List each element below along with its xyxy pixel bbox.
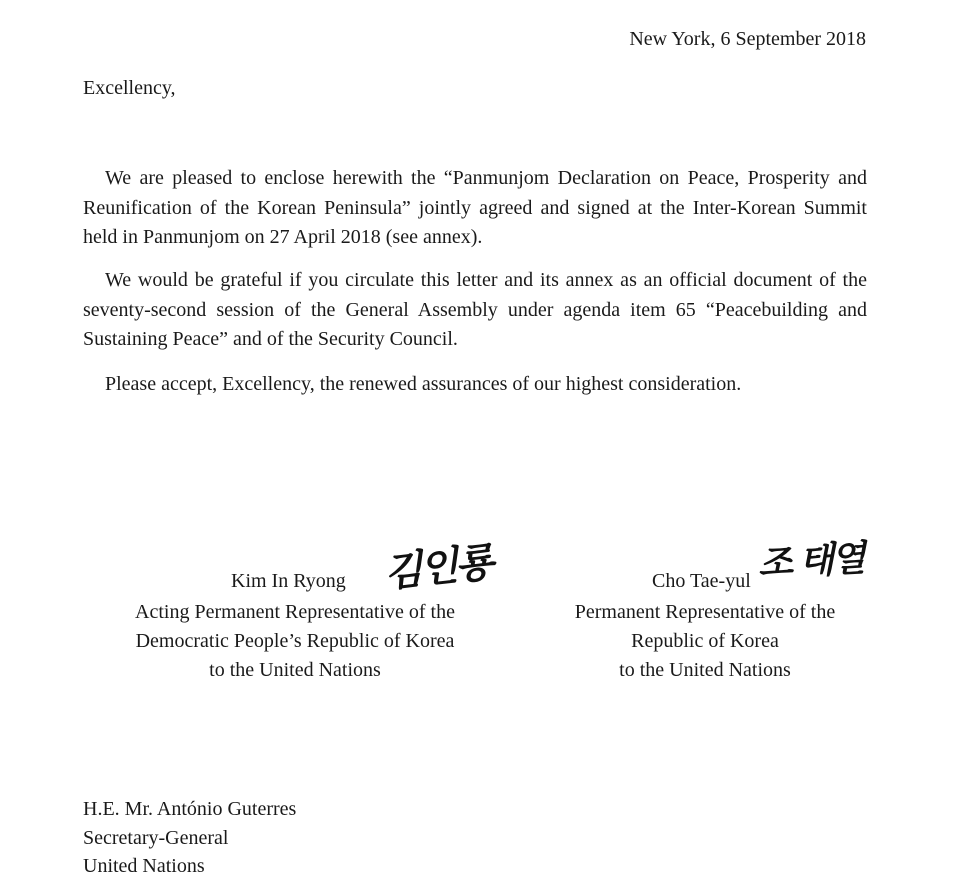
- signatory-title-line: to the United Nations: [619, 659, 791, 681]
- signature-line: [540, 540, 870, 598]
- handwritten-signature: 김인룡: [381, 539, 494, 597]
- addressee-line: United Nations: [83, 855, 205, 877]
- signatory-title-line: Acting Permanent Representative of the: [135, 601, 455, 623]
- signatory-title-line: Republic of Korea: [631, 630, 779, 652]
- salutation: Excellency,: [83, 77, 176, 99]
- signatory-name: Cho Tae-yul: [652, 570, 751, 592]
- signatory-title-line: Democratic People’s Republic of Korea: [135, 630, 455, 652]
- handwritten-signature: 조 태열: [756, 538, 864, 585]
- signatory-title-line: Permanent Representative of the: [574, 601, 836, 623]
- signatory-title: [540, 598, 870, 685]
- body-paragraph-circulation-request: We would be grateful if you circulate this letter and its annex as an official document of the seventy-second session of the General Assembly under agenda item 65 “Peacebuilding and Sustaining Peace” and of the Security Council.: [83, 269, 867, 350]
- signature-block-dprk: [100, 539, 494, 685]
- dateline: New York, 6 September 2018: [629, 28, 866, 50]
- addressee-line: Secretary-General: [83, 826, 229, 849]
- body-paragraph-closing: Please accept, Excellency, the renewed assurances of our highest consideration.: [105, 373, 742, 395]
- addressee-line: H.E. Mr. António Guterres: [83, 798, 297, 820]
- signature-block-rok: [540, 540, 870, 685]
- signature-line: [100, 539, 494, 598]
- addressee-block: [83, 795, 296, 881]
- signatory-name: Kim In Ryong: [231, 570, 346, 592]
- signatory-title-line: to the United Nations: [209, 659, 381, 681]
- signatory-title: [100, 598, 490, 685]
- body-paragraph-enclosure: We are pleased to enclose herewith the “Panmunjom Declaration on Peace, Prosperity and Reunification of the Korean Peninsula” jointly agreed and signed at the Inter-Korean Summit held in Panmunjom on 27 April 2018 (see annex).: [83, 167, 867, 248]
